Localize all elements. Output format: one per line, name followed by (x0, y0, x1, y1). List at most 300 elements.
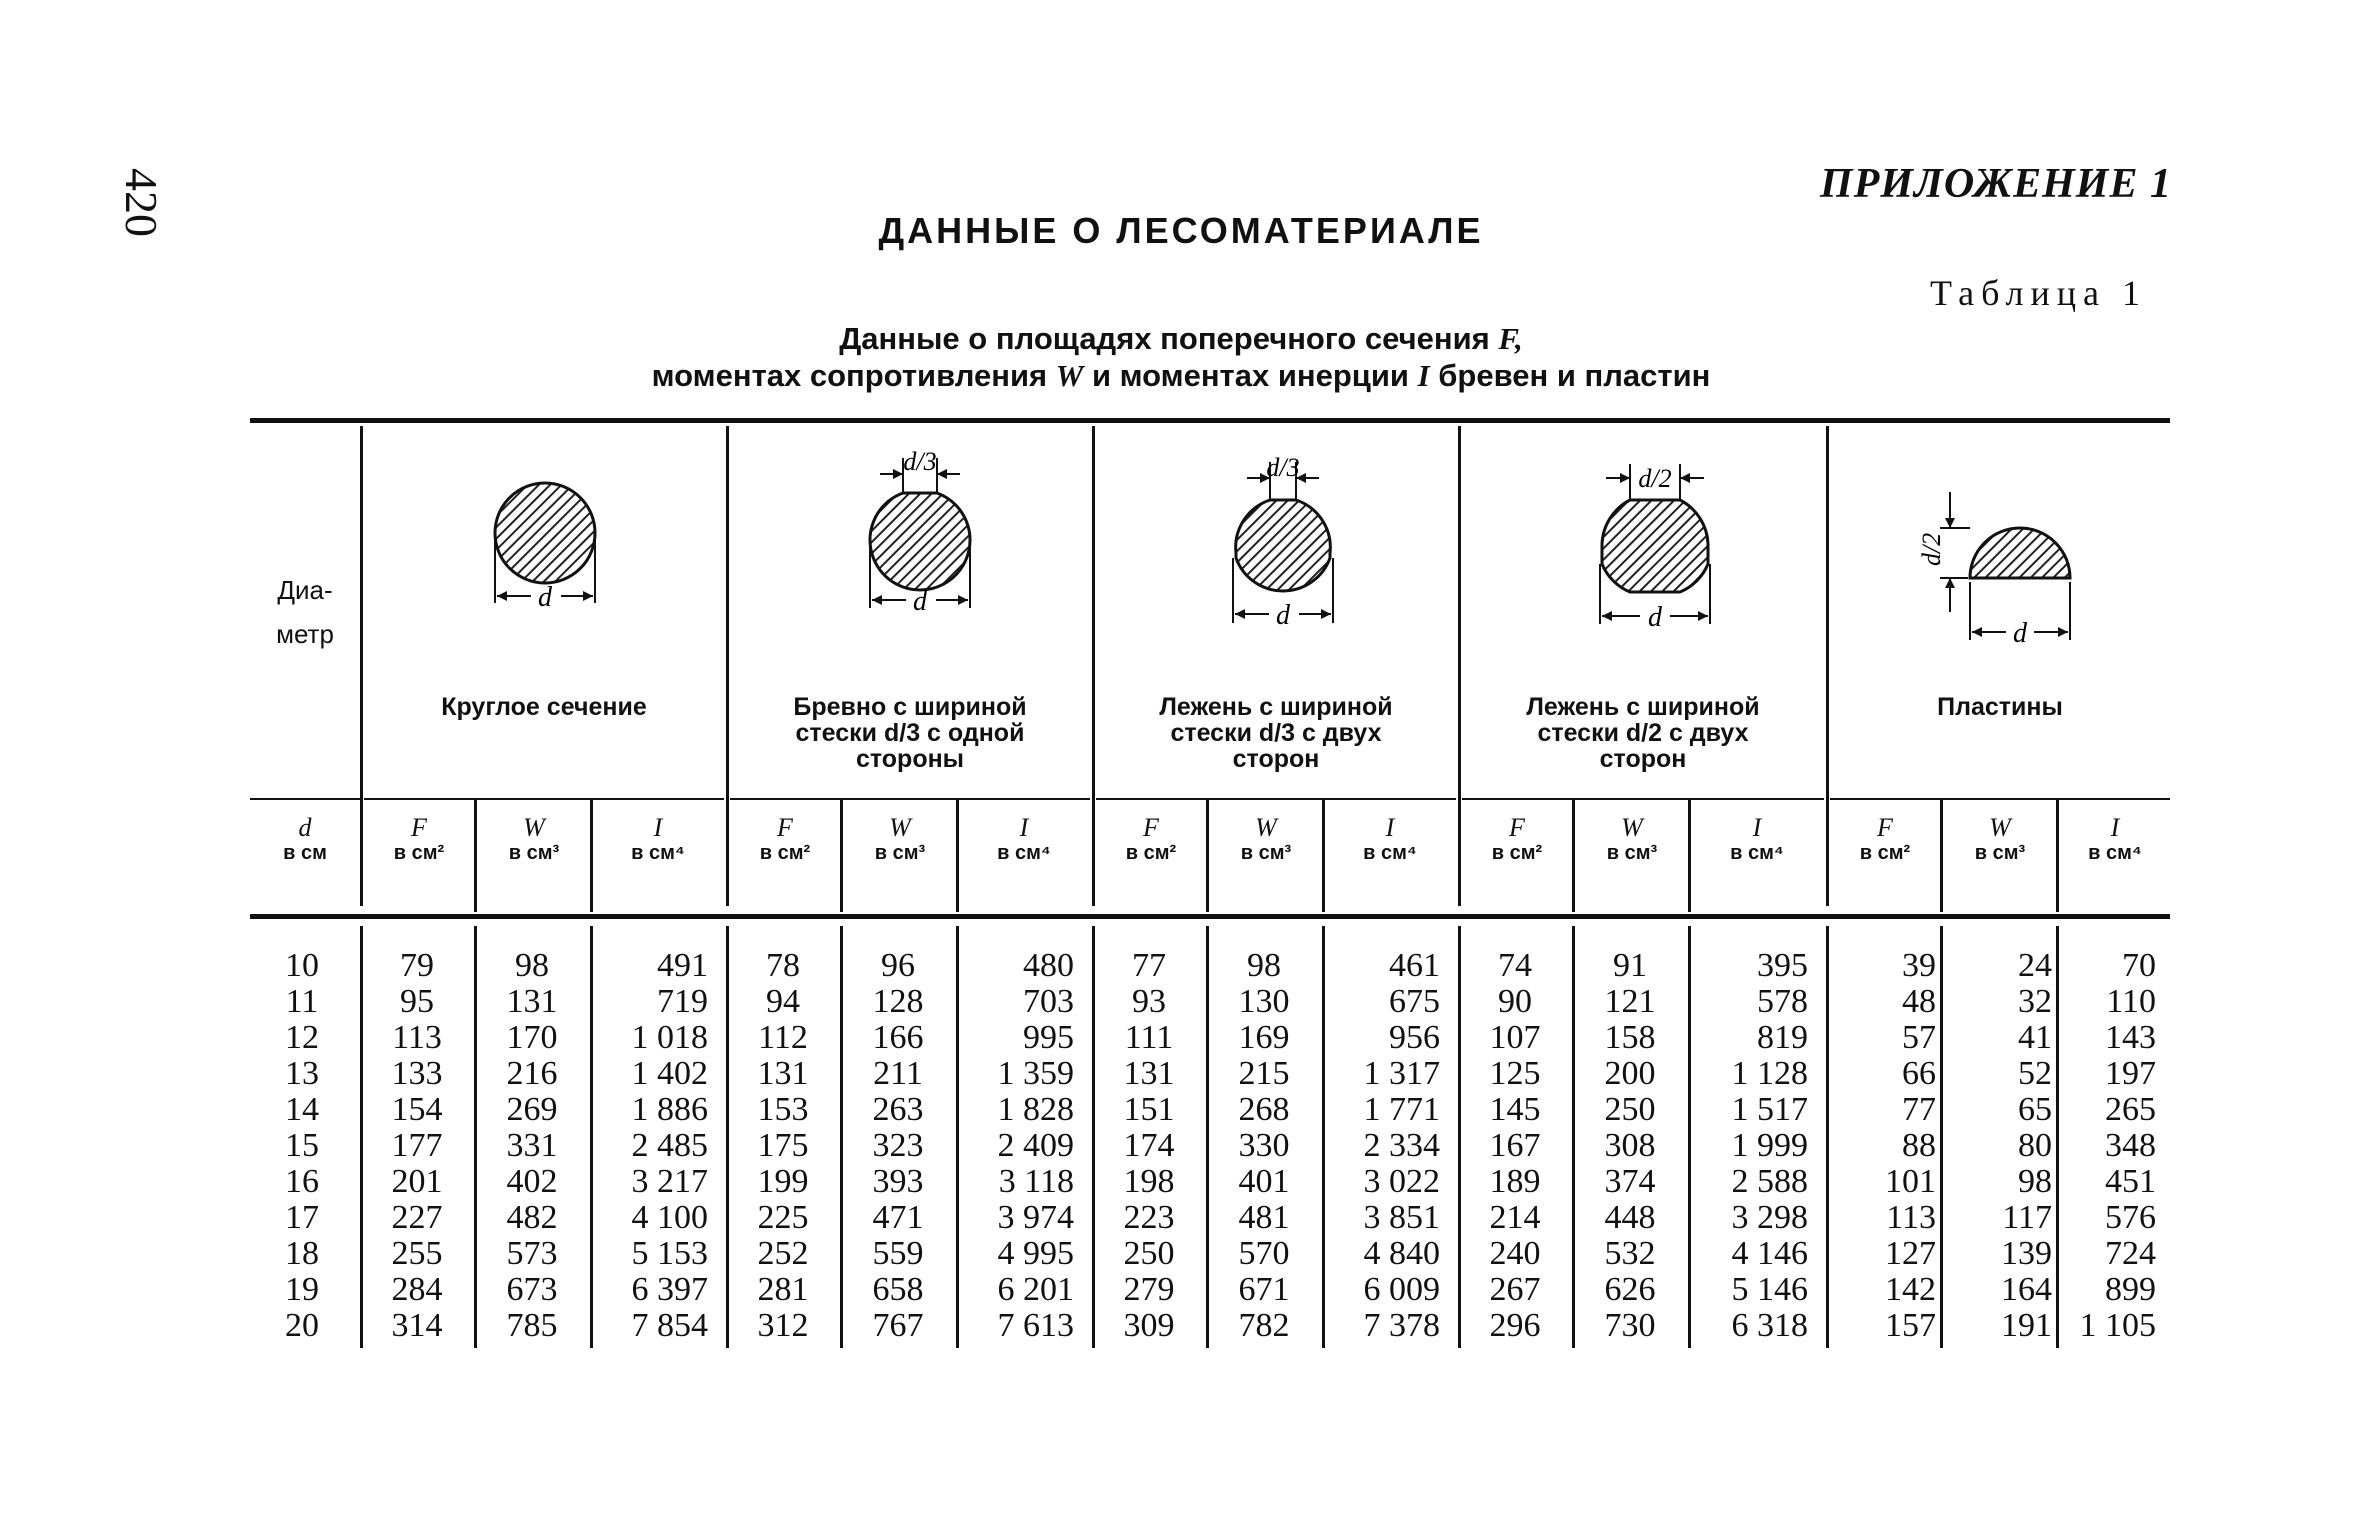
table-cell: 154 (391, 1091, 443, 1128)
group-label-line: сторон (1599, 745, 1687, 773)
table-cell: 153 (757, 1091, 809, 1128)
table-cell: 157 (1885, 1307, 1936, 1344)
table-cell: 374 (1604, 1163, 1656, 1200)
table-cell: 250 (1123, 1235, 1175, 1272)
body-separator (1688, 926, 1691, 1348)
group-divider-rule (730, 798, 1090, 800)
col-header-unit: в см² (1491, 842, 1543, 864)
col-header-unit: в см⁴ (2088, 842, 2142, 864)
table-cell: 767 (872, 1307, 924, 1344)
body-separator (1940, 926, 1943, 1348)
group-separator (1458, 426, 1461, 906)
body-separator (1572, 926, 1575, 1348)
group-divider-rule (364, 798, 724, 800)
col-header-symbol: F (1143, 813, 1159, 842)
table-cell: 101 (1885, 1163, 1936, 1200)
value-column-planks-f (1830, 948, 1936, 1344)
table-cell: 177 (391, 1127, 443, 1164)
table-cell: 703 (1023, 983, 1074, 1020)
table-cell-diameter: 10 (285, 947, 319, 984)
table-cell: 570 (1238, 1235, 1290, 1272)
body-separator (1206, 926, 1209, 1348)
diameter-heading-line: Диа- (277, 575, 333, 605)
table-cell: 480 (1023, 947, 1074, 984)
table-cell: 1 771 (1363, 1091, 1440, 1128)
col-header-planks-f (1830, 813, 1940, 865)
col-header-symbol: I (1019, 813, 1029, 842)
table-cell: 281 (757, 1271, 809, 1308)
table-cell: 576 (2105, 1199, 2156, 1236)
table-cell: 127 (1885, 1235, 1936, 1272)
table-cell: 32 (2018, 983, 2052, 1020)
group-divider-rule (1462, 798, 1824, 800)
table-cell: 671 (1238, 1271, 1290, 1308)
diameter-column (250, 948, 354, 1344)
col-header-symbol: F (777, 813, 793, 842)
table-cell: 675 (1389, 983, 1440, 1020)
col-header-unit: в см³ (1240, 842, 1292, 864)
table-cell: 215 (1238, 1055, 1290, 1092)
table-cell: 782 (1238, 1307, 1290, 1344)
table-cell: 250 (1604, 1091, 1656, 1128)
table-cell-diameter: 11 (285, 983, 319, 1020)
body-separator (1322, 926, 1325, 1348)
col-header-unit: в см⁴ (1730, 842, 1784, 864)
col-header-symbol: W (523, 813, 545, 842)
value-column-round-f (364, 948, 470, 1344)
column-separator (956, 800, 959, 912)
table-cell: 6 009 (1363, 1271, 1440, 1308)
value-column-one-flat-w (844, 948, 952, 1344)
beam-two-flats-d3-figure (1203, 448, 1363, 648)
column-separator (474, 800, 477, 912)
table-cell: 4 840 (1363, 1235, 1440, 1272)
appendix-label: ПРИЛОЖЕНИЕ 1 (1820, 161, 2172, 207)
table-cell: 284 (391, 1271, 443, 1308)
table-cell: 107 (1489, 1019, 1541, 1056)
table-cell: 90 (1498, 983, 1532, 1020)
col-header-symbol: d (298, 813, 312, 842)
group-label-line: стороны (855, 745, 965, 773)
table-cell: 956 (1389, 1019, 1440, 1056)
table-cell: 189 (1489, 1163, 1541, 1200)
table-cell: 4 146 (1731, 1235, 1808, 1272)
svg-text:d: d (1648, 602, 1662, 633)
table-cell: 198 (1123, 1163, 1175, 1200)
diameter-heading (250, 568, 360, 656)
table-cell: 1 828 (997, 1091, 1074, 1128)
table-cell: 41 (2018, 1019, 2052, 1056)
value-column-round-w (478, 948, 586, 1344)
value-column-planks-i (2060, 948, 2156, 1344)
col-header-symbol: W (889, 813, 911, 842)
column-separator (1572, 800, 1575, 912)
group-label-line: Бревно с шириной (793, 693, 1027, 721)
table-cell: 48 (1902, 983, 1936, 1020)
table-cell: 95 (400, 983, 434, 1020)
value-column-two-flats-d3-w (1210, 948, 1318, 1344)
table-cell: 39 (1902, 947, 1936, 984)
table-cell: 98 (1247, 947, 1281, 984)
table-cell: 113 (392, 1019, 442, 1056)
col-header-d (250, 813, 360, 865)
table-cell: 348 (2105, 1127, 2156, 1164)
svg-text:d/3: d/3 (903, 448, 937, 476)
table-cell: 128 (872, 983, 924, 1020)
group-separator (1092, 426, 1095, 906)
table-cell: 626 (1604, 1271, 1656, 1308)
table-cell: 3 022 (1363, 1163, 1440, 1200)
body-separator (1826, 926, 1829, 1348)
col-header-unit: в см (283, 842, 327, 864)
table-cell-diameter: 18 (285, 1235, 319, 1272)
table-cell-diameter: 19 (285, 1271, 319, 1308)
table-cell: 214 (1489, 1199, 1541, 1236)
body-separator (1092, 926, 1095, 1348)
svg-text:d: d (2013, 618, 2027, 649)
table-cell: 578 (1757, 983, 1808, 1020)
table-cell: 133 (391, 1055, 443, 1092)
body-separator (840, 926, 843, 1348)
col-header-round-w (478, 813, 590, 865)
log-one-flat-figure (840, 448, 1000, 638)
col-header-two-flats-d2-w (1576, 813, 1688, 865)
body-separator (474, 926, 477, 1348)
table-cell: 211 (873, 1055, 923, 1092)
table-cell: 191 (2001, 1307, 2052, 1344)
table-cell: 139 (2001, 1235, 2052, 1272)
col-header-symbol: I (1752, 813, 1762, 842)
table-cell: 175 (757, 1127, 809, 1164)
table-cell: 223 (1123, 1199, 1175, 1236)
table-cell: 279 (1123, 1271, 1175, 1308)
table-cell: 5 146 (1731, 1271, 1808, 1308)
svg-text:d: d (913, 586, 927, 617)
table-cell: 145 (1489, 1091, 1541, 1128)
table-cell: 240 (1489, 1235, 1541, 1272)
table-cell: 88 (1902, 1127, 1936, 1164)
table-cell: 269 (506, 1091, 558, 1128)
col-header-symbol: F (1877, 813, 1893, 842)
diameter-heading-line: метр (276, 619, 334, 649)
table-cell-diameter: 16 (285, 1163, 319, 1200)
group-label-line: Круглое сечение (441, 693, 647, 721)
group-divider-rule (250, 798, 360, 800)
table-cell: 308 (1604, 1127, 1656, 1164)
col-header-symbol: I (653, 813, 663, 842)
col-header-two-flats-d2-i (1692, 813, 1822, 865)
group-label-line: сторон (1232, 745, 1320, 773)
table-cell: 93 (1132, 983, 1166, 1020)
table-cell: 7 854 (631, 1307, 708, 1344)
col-header-round-f (364, 813, 474, 865)
col-header-one-flat-f (730, 813, 840, 865)
table-cell: 2 334 (1363, 1127, 1440, 1164)
table-cell: 164 (2001, 1271, 2052, 1308)
value-column-one-flat-f (730, 948, 836, 1344)
table-cell: 532 (1604, 1235, 1656, 1272)
table-cell: 199 (757, 1163, 809, 1200)
table-cell: 80 (2018, 1127, 2052, 1164)
svg-text:d/2: d/2 (1638, 464, 1672, 493)
table-cell: 197 (2105, 1055, 2156, 1092)
table-cell: 77 (1902, 1091, 1936, 1128)
col-header-unit: в см⁴ (997, 842, 1051, 864)
value-column-two-flats-d2-i (1692, 948, 1808, 1344)
table-cell: 66 (1902, 1055, 1936, 1092)
body-separator (2056, 926, 2059, 1348)
table-cell-diameter: 13 (285, 1055, 319, 1092)
table-cell: 314 (391, 1307, 443, 1344)
table-cell: 448 (1604, 1199, 1656, 1236)
table-cell: 113 (1886, 1199, 1936, 1236)
table-cell: 559 (872, 1235, 924, 1272)
half-log-figure (1910, 482, 2130, 652)
table-cell: 331 (506, 1127, 558, 1164)
group-label-line: стески d/3 с двух (1170, 719, 1382, 747)
value-column-round-i (594, 948, 708, 1344)
table-cell: 98 (515, 947, 549, 984)
table-cell: 78 (766, 947, 800, 984)
column-separator (1322, 800, 1325, 912)
col-header-two-flats-d3-i (1326, 813, 1454, 865)
value-column-two-flats-d2-w (1576, 948, 1684, 1344)
value-column-two-flats-d3-i (1326, 948, 1440, 1344)
table-cell: 482 (506, 1199, 558, 1236)
value-column-two-flats-d2-f (1462, 948, 1568, 1344)
group-label-two-flats-d3 (1096, 694, 1456, 772)
table-cell: 79 (400, 947, 434, 984)
column-separator (1206, 800, 1209, 912)
table-cell-diameter: 17 (285, 1199, 319, 1236)
table-cell: 1 018 (631, 1019, 708, 1056)
group-label-line: Лежень с шириной (1159, 693, 1393, 721)
table-cell: 3 298 (1731, 1199, 1808, 1236)
table-cell: 6 201 (997, 1271, 1074, 1308)
table-cell: 3 217 (631, 1163, 708, 1200)
table-cell: 395 (1757, 947, 1808, 984)
table-cell: 91 (1613, 947, 1647, 984)
group-label-line: Лежень с шириной (1526, 693, 1760, 721)
col-header-unit: в см³ (1606, 842, 1658, 864)
group-separator (360, 426, 363, 906)
table-cell: 1 105 (2079, 1307, 2156, 1344)
table-cell: 110 (2106, 983, 2156, 1020)
svg-text:d/2: d/2 (1917, 532, 1946, 566)
table-caption (0, 320, 2362, 394)
col-header-two-flats-d2-f (1462, 813, 1572, 865)
table-cell: 1 128 (1731, 1055, 1808, 1092)
body-separator (590, 926, 593, 1348)
table-cell: 461 (1389, 947, 1440, 984)
table-cell-diameter: 12 (285, 1019, 319, 1056)
table-cell: 6 318 (1731, 1307, 1808, 1344)
table-header-rule (250, 914, 2170, 919)
table-cell: 1 317 (1363, 1055, 1440, 1092)
table-cell: 169 (1238, 1019, 1290, 1056)
table-cell: 393 (872, 1163, 924, 1200)
value-column-one-flat-i (960, 948, 1074, 1344)
table-cell: 125 (1489, 1055, 1541, 1092)
table-cell: 724 (2105, 1235, 2156, 1272)
col-header-two-flats-d3-w (1210, 813, 1322, 865)
group-label-line: стески d/2 с двух (1537, 719, 1749, 747)
table-cell: 263 (872, 1091, 924, 1128)
value-column-planks-w (1944, 948, 2052, 1344)
col-header-one-flat-w (844, 813, 956, 865)
col-header-unit: в см² (393, 842, 445, 864)
table-cell-diameter: 15 (285, 1127, 319, 1164)
group-separator (1826, 426, 1829, 906)
group-divider-rule (1096, 798, 1456, 800)
col-header-symbol: I (2110, 813, 2120, 842)
table-cell: 451 (2105, 1163, 2156, 1200)
table-cell: 3 851 (1363, 1199, 1440, 1236)
table-cell: 130 (1238, 983, 1290, 1020)
column-separator (590, 800, 593, 912)
table-cell: 131 (757, 1055, 809, 1092)
table-cell: 402 (506, 1163, 558, 1200)
caption-line-2: моментах сопротивления W и моментах инерции I бревен и пластин (651, 358, 1711, 393)
table-cell: 98 (2018, 1163, 2052, 1200)
col-header-two-flats-d3-f (1096, 813, 1206, 865)
table-cell: 471 (872, 1199, 924, 1236)
table-cell: 158 (1604, 1019, 1656, 1056)
page-number: 420 (116, 168, 167, 237)
beam-two-flats-d2-figure (1570, 456, 1740, 646)
group-label-line: Пластины (1937, 693, 2063, 721)
table-cell: 481 (1238, 1199, 1290, 1236)
table-cell: 296 (1489, 1307, 1541, 1344)
col-header-symbol: W (1621, 813, 1643, 842)
table-cell: 7 613 (997, 1307, 1074, 1344)
col-header-symbol: F (1509, 813, 1525, 842)
table-cell: 309 (1123, 1307, 1175, 1344)
table-cell: 268 (1238, 1091, 1290, 1128)
col-header-unit: в см³ (874, 842, 926, 864)
table-cell: 573 (506, 1235, 558, 1272)
value-column-two-flats-d3-f (1096, 948, 1202, 1344)
table-cell: 5 153 (631, 1235, 708, 1272)
table-cell: 70 (2122, 947, 2156, 984)
round-section-figure (465, 478, 625, 628)
table-cell: 216 (506, 1055, 558, 1092)
table-cell: 174 (1123, 1127, 1175, 1164)
body-separator (1458, 926, 1461, 1348)
svg-text:d: d (538, 582, 552, 613)
table-cell: 52 (2018, 1055, 2052, 1092)
table-cell: 658 (872, 1271, 924, 1308)
table-cell: 143 (2105, 1019, 2156, 1056)
table-cell: 730 (1604, 1307, 1656, 1344)
column-separator (840, 800, 843, 912)
table-cell-diameter: 14 (285, 1091, 319, 1128)
table-cell: 166 (872, 1019, 924, 1056)
table-cell: 131 (1123, 1055, 1175, 1092)
table-cell: 121 (1604, 983, 1656, 1020)
col-header-unit: в см³ (508, 842, 560, 864)
body-separator (360, 926, 363, 1348)
group-separator (726, 426, 729, 906)
col-header-symbol: W (1989, 813, 2011, 842)
data-table (250, 418, 2170, 1358)
table-cell: 819 (1757, 1019, 1808, 1056)
col-header-unit: в см⁴ (631, 842, 685, 864)
group-label-planks (1830, 694, 2170, 720)
caption-line-1: Данные о площадях поперечного сечения F, (839, 321, 1523, 356)
table-cell: 74 (1498, 947, 1532, 984)
table-cell: 6 397 (631, 1271, 708, 1308)
table-cell: 131 (506, 983, 558, 1020)
col-header-unit: в см² (1859, 842, 1911, 864)
table-cell: 4 995 (997, 1235, 1074, 1272)
col-header-one-flat-i (960, 813, 1088, 865)
table-cell: 94 (766, 983, 800, 1020)
table-cell: 170 (506, 1019, 558, 1056)
table-cell: 57 (1902, 1019, 1936, 1056)
table-cell: 312 (757, 1307, 809, 1344)
table-cell: 491 (657, 947, 708, 984)
table-cell: 1 402 (631, 1055, 708, 1092)
table-cell: 267 (1489, 1271, 1541, 1308)
table-cell: 111 (1124, 1019, 1174, 1056)
table-cell: 151 (1123, 1091, 1175, 1128)
table-cell: 225 (757, 1199, 809, 1236)
group-divider-rule (1830, 798, 2170, 800)
table-cell: 77 (1132, 947, 1166, 984)
table-cell: 265 (2105, 1091, 2156, 1128)
table-cell: 4 100 (631, 1199, 708, 1236)
table-cell: 401 (1238, 1163, 1290, 1200)
col-header-unit: в см³ (1974, 842, 2026, 864)
table-cell: 1 517 (1731, 1091, 1808, 1128)
table-cell: 2 409 (997, 1127, 1074, 1164)
table-label: Таблица 1 (1930, 273, 2147, 313)
table-cell: 24 (2018, 947, 2052, 984)
table-cell: 96 (881, 947, 915, 984)
table-cell: 200 (1604, 1055, 1656, 1092)
table-cell: 995 (1023, 1019, 1074, 1056)
svg-text:d/3: d/3 (1266, 453, 1300, 482)
table-cell: 330 (1238, 1127, 1290, 1164)
table-cell: 2 588 (1731, 1163, 1808, 1200)
table-cell: 2 485 (631, 1127, 708, 1164)
table-cell: 65 (2018, 1091, 2052, 1128)
table-cell: 227 (391, 1199, 443, 1236)
column-separator (2056, 800, 2059, 912)
table-cell: 255 (391, 1235, 443, 1272)
col-header-planks-i (2060, 813, 2170, 865)
table-cell: 142 (1885, 1271, 1936, 1308)
col-header-round-i (594, 813, 722, 865)
body-separator (726, 926, 729, 1348)
col-header-unit: в см⁴ (1363, 842, 1417, 864)
table-top-rule (250, 418, 2170, 423)
col-header-symbol: F (411, 813, 427, 842)
table-cell: 323 (872, 1127, 924, 1164)
table-cell: 252 (757, 1235, 809, 1272)
col-header-unit: в см² (1125, 842, 1177, 864)
column-separator (1688, 800, 1691, 912)
table-cell: 201 (391, 1163, 443, 1200)
table-cell: 899 (2105, 1271, 2156, 1308)
body-separator (956, 926, 959, 1348)
main-title: ДАННЫЕ О ЛЕСОМАТЕРИАЛЕ (878, 210, 1484, 251)
table-cell: 1 999 (1731, 1127, 1808, 1164)
column-separator (1940, 800, 1943, 912)
table-cell: 785 (506, 1307, 558, 1344)
table-cell: 112 (758, 1019, 808, 1056)
